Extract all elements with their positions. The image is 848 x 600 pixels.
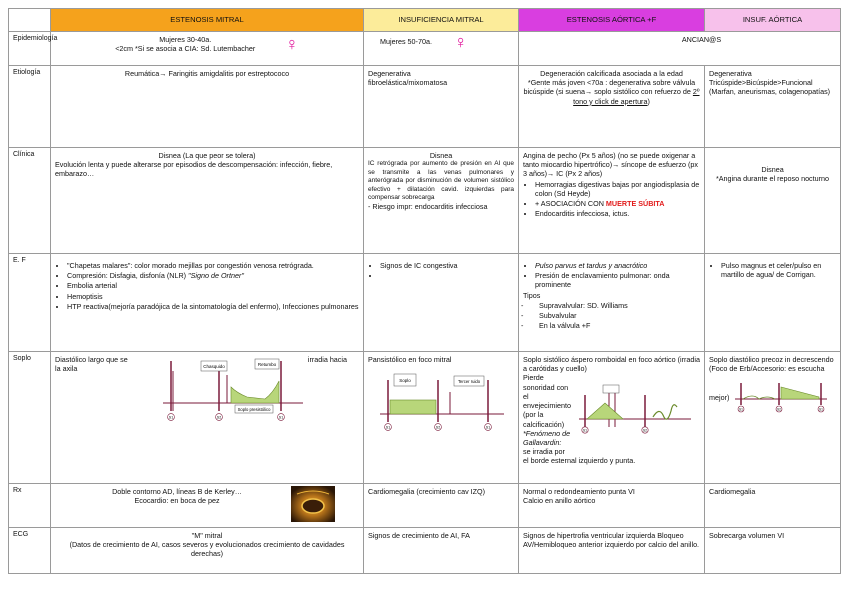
label-retumbo: Retumbo: [257, 362, 277, 368]
list-item: - En la válvula +F: [539, 321, 700, 330]
epi-ancianos: ANCIAN@S: [681, 35, 722, 44]
row-epidemiologia: [9, 32, 841, 66]
corner-cell: [9, 9, 51, 32]
female-icon: ♀: [285, 34, 299, 55]
cell-rx-im: Cardiomegalia (crecimiento cav IZQ): [364, 484, 519, 528]
list-item: - Subvalvular: [539, 311, 700, 320]
ef-ia-list: [709, 261, 836, 279]
label-soplo-presistolico: Soplo presistólico: [237, 407, 271, 413]
row-label-soplo: Soplo: [9, 352, 51, 484]
etio-im-2: fibroelástica/mixomatosa: [368, 78, 448, 88]
epi-em-line2: <2cm *Si se asocia a CIA: Sd. Lutembacher: [115, 44, 256, 54]
cell-ef-ia: [705, 254, 841, 352]
tick-s1: S1: [385, 425, 391, 430]
soplo-ia-1: Soplo diastólico precoz in decrescendo (Foco de Erb/Accesorio: es escucha: [709, 355, 834, 374]
label-tercer-ruido: Tercer ruido: [457, 379, 481, 385]
etio-ia-2: Tricúspide>Bicúspide>Funcional: [709, 78, 813, 88]
row-label-etiologia: Etiología: [9, 66, 51, 148]
row-clinica: [9, 148, 841, 254]
soplo-ea-5: el borde esternal izquierdo y punta.: [523, 456, 636, 466]
row-label-ef: E. F: [9, 254, 51, 352]
etio-im-1: Degenerativa: [368, 69, 411, 78]
label-chasquido: Chasquido: [203, 364, 225, 370]
etio-ea-2: *Gente más joven <70a : degenerativa sobre válvula bicúspide (si suena→ soplo sistólico con refuerzo de: [523, 78, 696, 97]
cell-etio-im: [364, 66, 519, 148]
cell-soplo-im: [364, 352, 519, 484]
cell-epi-em: [51, 32, 364, 66]
female-icon: ♀: [453, 32, 468, 52]
row-soplo: [9, 352, 841, 484]
soplo-ea-2: Pierde sonoridad con el envejecimiento (por la calcificación): [523, 373, 571, 429]
tick-s1: S1: [168, 416, 174, 421]
cell-ecg-ea: Signos de hipertrofia ventricular izquierda Bloqueo AV/Hemibloqueo anterior izquierdo por calcio del anillo.: [519, 528, 705, 574]
soplo-ia-2: mejor): [709, 392, 730, 402]
header-estenosis-mitral: ESTENOSIS MITRAL: [51, 9, 364, 32]
list-item: • Signos de IC congestiva: [380, 261, 514, 270]
clin-ia-1: Disnea: [761, 165, 784, 174]
header-insuficiencia-mitral: INSUFICIENCIA MITRAL: [364, 9, 519, 32]
cell-soplo-em: [51, 352, 364, 484]
phonocardiogram-em: [157, 357, 307, 423]
list-item: • Compresión: Disfagia, disfonía (NLR) "Signo de Ortner": [67, 271, 359, 280]
rx-em-1: Doble contorno AD, líneas B de Kerley…: [112, 487, 242, 496]
clin-im-1: Disnea: [429, 151, 453, 160]
signo-ortner: "Signo de Ortner": [188, 271, 244, 281]
list-item: • Presión de enclavamiento pulmonar: onda prominente: [535, 271, 700, 289]
clin-em-2: Evolución lenta y puede alterarse por episodios de descompensación: infección, fiebre, embarazo…: [55, 160, 333, 179]
ecg-em-2: (Datos de crecimiento de AI, casos severos y evolucionados crecimiento de cavidades derechas): [69, 540, 345, 559]
etio-ia-1: Degenerativa: [709, 69, 752, 78]
cell-clin-ea: [519, 148, 705, 254]
tick-s1: S1: [278, 416, 284, 421]
cell-epi-aortic: [519, 32, 841, 66]
row-label-ecg: ECG: [9, 528, 51, 574]
list-item: • Pulso magnus et celer/pulso en martillo de agua/ de Corrigan.: [721, 261, 836, 279]
header-estenosis-aortica: ESTENOSIS AÓRTICA +F: [519, 9, 705, 32]
clin-ea-1: Angina de pecho (Px 5 años) (no se puede oxigenar a tanto miocardio hipertrófico)→ síncope de esfuerzo (px 3 años)→ IC (Px 2 años): [523, 151, 698, 179]
soplo-em-1: Diastólico largo que se: [55, 355, 128, 364]
cell-etio-ia: [705, 66, 841, 148]
tick-s1: S1: [582, 428, 588, 433]
valvulopathy-table: [8, 8, 841, 574]
ef-ea-list: [523, 261, 700, 290]
tick-s1: S1: [485, 425, 491, 430]
etio-ea-4: ): [647, 96, 650, 106]
ef-ea-sublist: [523, 301, 700, 331]
clin-im-3: - Riesgo impr: endocarditis infecciosa: [368, 202, 488, 212]
cell-ef-em: [51, 254, 364, 352]
list-item: • Hemoptisis: [67, 292, 359, 301]
row-ef: [9, 254, 841, 352]
cell-ef-ea: [519, 254, 705, 352]
cell-clin-im: [364, 148, 519, 254]
rx-ea-1: Normal o redondeamiento punta VI: [523, 487, 635, 496]
cell-etio-em: Reumática→ Faringitis amigdalitis por estreptococo: [51, 66, 364, 148]
cell-epi-im: [364, 32, 519, 66]
rx-em-2: Ecocardio: en boca de pez: [134, 496, 220, 506]
soplo-im-1: Pansistólico en foco mitral: [368, 355, 452, 364]
phonocardiogram-ea: [575, 381, 695, 435]
clin-im-2: IC retrógrada por aumento de presión en AI que se transmite a las venas pulmonares y anterógrada por disminución de volumen sistólico efectivo + dilatación cavid. izquierdas para compensar sobrecarga: [368, 160, 514, 201]
cell-clin-em: [51, 148, 364, 254]
tick-s1: S1: [739, 407, 744, 412]
list-item: • Endocarditis infecciosa, ictus.: [535, 209, 700, 218]
row-label-epidemiologia: Epidemiología: [9, 32, 51, 66]
etio-ea-1: Degeneración calcificada asociada a la edad: [540, 69, 683, 78]
list-item: • Embolia arterial: [67, 281, 359, 290]
list-item: • + ASOCIACIÓN CON MUERTE SÚBITA: [535, 199, 700, 208]
epi-em-line1: Mujeres 30-40a.: [159, 35, 212, 44]
cell-ecg-em: [51, 528, 364, 574]
row-label-rx: Rx: [9, 484, 51, 528]
list-item: - Supravalvular: SD. Williams: [539, 301, 700, 310]
tick-s2: S2: [642, 428, 648, 433]
header-insuf-aortica: INSUF. AÓRTICA: [705, 9, 841, 32]
label-soplo: Soplo: [399, 378, 411, 384]
cell-soplo-ia: [705, 352, 841, 484]
row-rx: [9, 484, 841, 528]
row-etiologia: [9, 66, 841, 148]
row-ecg: [9, 528, 841, 574]
clin-em-1: Disnea (La que peor se tolera): [158, 151, 256, 160]
row-label-clinica: Clínica: [9, 148, 51, 254]
etio-ia-3: (Marfan, aneurismas, colagenopatías): [709, 87, 831, 97]
cell-soplo-ea: [519, 352, 705, 484]
muerte-subita: MUERTE SÚBITA: [605, 199, 665, 209]
rx-ea-2: Calcio en anillo aórtico: [523, 496, 596, 506]
ecg-em-1: "M" mitral: [191, 531, 223, 540]
clin-ia-2: *Angina durante el reposo nocturno: [715, 174, 830, 184]
cell-etio-ea: [519, 66, 705, 148]
cell-ef-im: [364, 254, 519, 352]
cell-ecg-im: Signos de crecimiento de AI, FA: [364, 528, 519, 574]
cell-clin-ia: [705, 148, 841, 254]
soplo-ea-1: Soplo sistólico áspero romboidal en foco aórtico (irradia a carótidas y cuello): [523, 355, 700, 374]
ef-em-list: [55, 261, 359, 311]
list-item: • "Chapetas malares": color morado mejillas por congestión venosa retrógrada.: [67, 261, 359, 270]
list-item: • HTP reactiva(mejoría paradójica de la sintomatología del enfermo), Infecciones pulmonares: [67, 302, 359, 311]
etio-ea-3: 2º tono y click de apertura: [573, 87, 700, 106]
ef-ea-tipos: Tipos: [523, 290, 541, 300]
tick-s2: S2: [435, 425, 441, 430]
ef-im-list: [368, 261, 514, 280]
list-item: [380, 271, 514, 280]
cell-rx-ea: [519, 484, 705, 528]
tick-s2: S2: [216, 416, 222, 421]
list-item: • Pulso parvus et tardus y anacrótico: [535, 261, 700, 270]
header-row: [9, 9, 841, 32]
clin-ea-list: [523, 180, 700, 219]
list-item: • Hemorragias digestivas bajas por angiodisplasia de colon (Sd Heyde): [535, 180, 700, 198]
echocardiogram-image: [291, 486, 335, 522]
soplo-em-2: irradia hacia: [307, 355, 347, 364]
tick-s2: S2: [777, 407, 782, 412]
soplo-em-3: la axila: [55, 364, 78, 374]
epi-im-text: Mujeres 50-70a.: [380, 37, 432, 47]
soplo-ea-3: *Fenómeno de Gallavardin:: [523, 428, 571, 447]
soplo-ea-4: se irradia por: [523, 447, 565, 457]
tick-s1: S1: [819, 407, 824, 412]
phonocardiogram-im: [376, 372, 506, 432]
phonocardiogram-ia: [733, 379, 829, 415]
cell-rx-ia: Cardiomegalia: [705, 484, 841, 528]
cell-rx-em: [51, 484, 364, 528]
cell-ecg-ia: Sobrecarga volumen VI: [705, 528, 841, 574]
